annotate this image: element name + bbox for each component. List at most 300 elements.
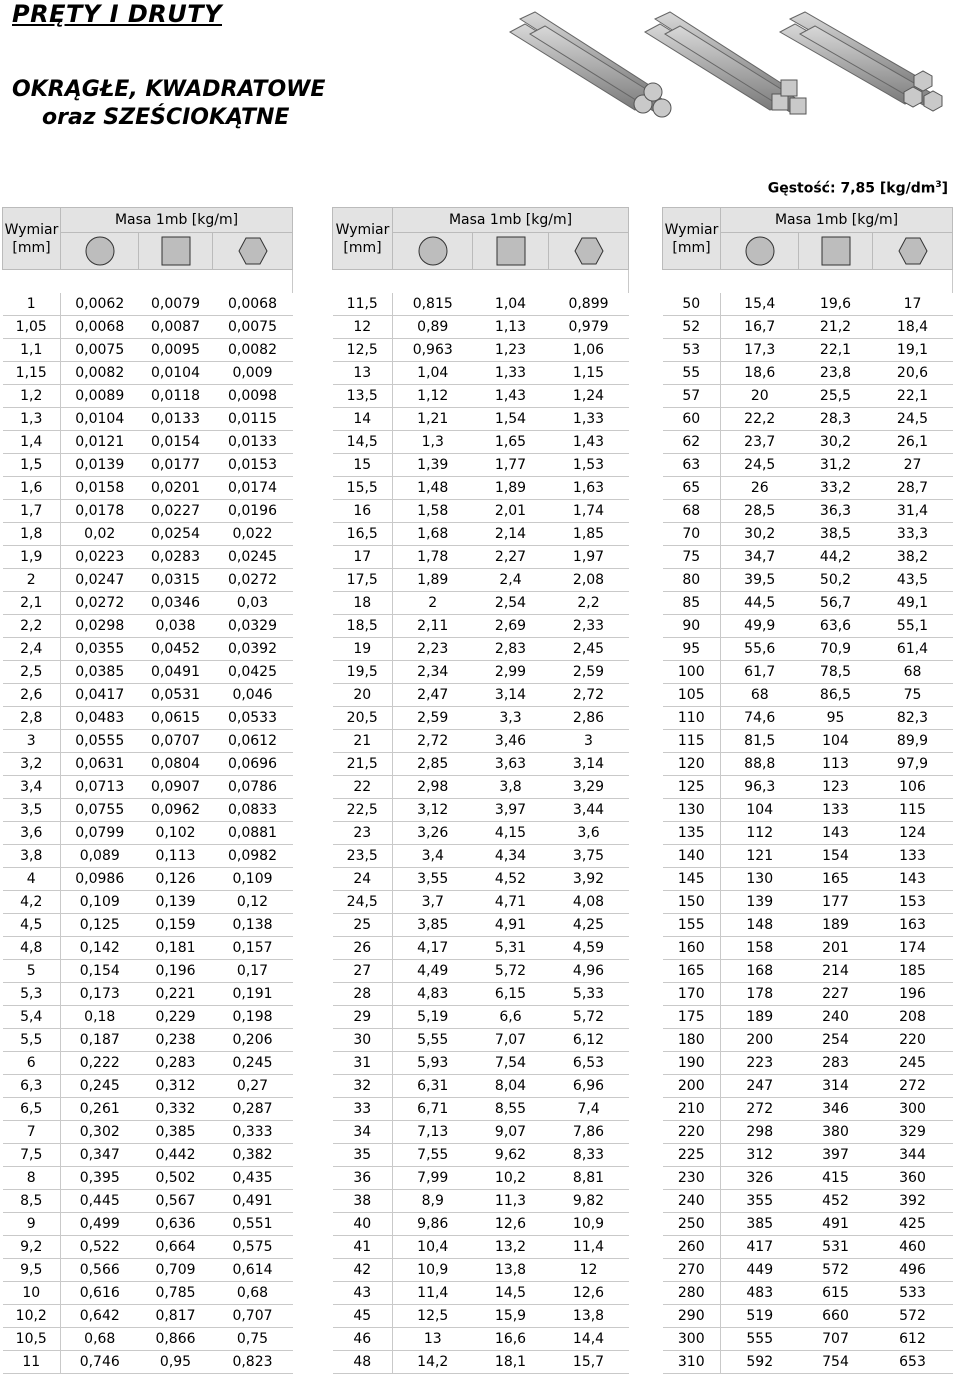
table-row bbox=[333, 891, 629, 914]
size-cell: 21 bbox=[333, 730, 393, 753]
mass-cell: 0,0068 bbox=[61, 316, 139, 339]
mass-cell: 19,6 bbox=[799, 293, 873, 316]
mass-cell: 0,75 bbox=[213, 1328, 293, 1351]
mass-cell: 50,2 bbox=[799, 569, 873, 592]
size-cell: 80 bbox=[663, 569, 721, 592]
table-row bbox=[663, 477, 953, 500]
mass-cell: 312 bbox=[721, 1144, 799, 1167]
square-bars-icon bbox=[645, 12, 806, 114]
mass-cell: 397 bbox=[799, 1144, 873, 1167]
mass-cell: 4,52 bbox=[473, 868, 549, 891]
size-cell: 36 bbox=[333, 1167, 393, 1190]
size-cell: 57 bbox=[663, 385, 721, 408]
table-row bbox=[663, 592, 953, 615]
mass-cell: 0,0227 bbox=[139, 500, 213, 523]
size-cell: 85 bbox=[663, 592, 721, 615]
mass-cell: 0,27 bbox=[213, 1075, 293, 1098]
size-cell: 3,2 bbox=[3, 753, 61, 776]
mass-cell: 2,27 bbox=[473, 546, 549, 569]
mass-cell: 9,82 bbox=[549, 1190, 629, 1213]
mass-cell: 68 bbox=[721, 684, 799, 707]
page-title: PRĘTY I DRUTY bbox=[12, 0, 222, 28]
size-cell: 75 bbox=[663, 546, 721, 569]
size-cell: 33 bbox=[333, 1098, 393, 1121]
mass-cell: 385 bbox=[721, 1213, 799, 1236]
table-row bbox=[3, 730, 293, 753]
mass-cell: 4,08 bbox=[549, 891, 629, 914]
mass-cell: 0,385 bbox=[139, 1121, 213, 1144]
mass-cell: 0,0201 bbox=[139, 477, 213, 500]
table-row bbox=[3, 1305, 293, 1328]
size-cell: 180 bbox=[663, 1029, 721, 1052]
mass-cell: 1,12 bbox=[393, 385, 473, 408]
size-cell: 120 bbox=[663, 753, 721, 776]
mass-cell: 4,25 bbox=[549, 914, 629, 937]
table-row bbox=[663, 500, 953, 523]
mass-cell: 5,31 bbox=[473, 937, 549, 960]
size-header: Wymiar [mm] bbox=[333, 208, 393, 270]
mass-header: Masa 1mb [kg/m] bbox=[61, 208, 293, 233]
mass-cell: 12,6 bbox=[473, 1213, 549, 1236]
size-cell: 10,2 bbox=[3, 1305, 61, 1328]
size-cell: 115 bbox=[663, 730, 721, 753]
size-cell: 3,8 bbox=[3, 845, 61, 868]
hexagon-icon bbox=[238, 236, 268, 266]
mass-cell: 3,14 bbox=[473, 684, 549, 707]
mass-cell: 615 bbox=[799, 1282, 873, 1305]
mass-cell: 0,0247 bbox=[61, 569, 139, 592]
mass-cell: 4,71 bbox=[473, 891, 549, 914]
mass-cell: 0,0315 bbox=[139, 569, 213, 592]
size-cell: 13 bbox=[333, 362, 393, 385]
mass-cell: 3,75 bbox=[549, 845, 629, 868]
mass-cell: 2,34 bbox=[393, 661, 473, 684]
size-cell: 7,5 bbox=[3, 1144, 61, 1167]
mass-cell: 2,45 bbox=[549, 638, 629, 661]
mass-cell: 240 bbox=[799, 1006, 873, 1029]
mass-cell: 1,54 bbox=[473, 408, 549, 431]
table-row bbox=[663, 1167, 953, 1190]
table-row bbox=[333, 822, 629, 845]
size-cell: 2,6 bbox=[3, 684, 61, 707]
size-cell: 26 bbox=[333, 937, 393, 960]
mass-cell: 0,02 bbox=[61, 523, 139, 546]
table-row bbox=[3, 1098, 293, 1121]
size-cell: 175 bbox=[663, 1006, 721, 1029]
mass-cell: 0,502 bbox=[139, 1167, 213, 1190]
mass-cell: 519 bbox=[721, 1305, 799, 1328]
mass-cell: 0,68 bbox=[213, 1282, 293, 1305]
table-row bbox=[333, 1236, 629, 1259]
size-cell: 310 bbox=[663, 1351, 721, 1374]
size-cell: 42 bbox=[333, 1259, 393, 1282]
size-cell: 8,5 bbox=[3, 1190, 61, 1213]
table-row bbox=[333, 477, 629, 500]
mass-cell: 0,312 bbox=[139, 1075, 213, 1098]
mass-cell: 0,125 bbox=[61, 914, 139, 937]
mass-cell: 18,1 bbox=[473, 1351, 549, 1374]
size-cell: 170 bbox=[663, 983, 721, 1006]
table-row bbox=[663, 960, 953, 983]
table-row bbox=[663, 707, 953, 730]
mass-cell: 6,12 bbox=[549, 1029, 629, 1052]
mass-cell: 1,85 bbox=[549, 523, 629, 546]
mass-cell: 0,109 bbox=[213, 868, 293, 891]
size-cell: 18 bbox=[333, 592, 393, 615]
table-row bbox=[3, 891, 293, 914]
mass-cell: 0,0804 bbox=[139, 753, 213, 776]
mass-cell: 28,5 bbox=[721, 500, 799, 523]
mass-cell: 0,817 bbox=[139, 1305, 213, 1328]
mass-cell: 56,7 bbox=[799, 592, 873, 615]
mass-cell: 425 bbox=[873, 1213, 953, 1236]
table-row bbox=[333, 1075, 629, 1098]
mass-cell: 0,347 bbox=[61, 1144, 139, 1167]
table-row bbox=[333, 776, 629, 799]
mass-header: Masa 1mb [kg/m] bbox=[721, 208, 953, 233]
size-cell: 6,5 bbox=[3, 1098, 61, 1121]
size-cell: 62 bbox=[663, 431, 721, 454]
mass-cell: 0,614 bbox=[213, 1259, 293, 1282]
mass-cell: 7,07 bbox=[473, 1029, 549, 1052]
mass-cell: 6,15 bbox=[473, 983, 549, 1006]
mass-cell: 8,81 bbox=[549, 1167, 629, 1190]
table-row bbox=[3, 1190, 293, 1213]
mass-cell: 0,0533 bbox=[213, 707, 293, 730]
table-row bbox=[3, 845, 293, 868]
table-row bbox=[663, 339, 953, 362]
mass-cell: 0,0154 bbox=[139, 431, 213, 454]
mass-cell: 3,3 bbox=[473, 707, 549, 730]
mass-cell: 344 bbox=[873, 1144, 953, 1167]
mass-cell: 612 bbox=[873, 1328, 953, 1351]
table-row bbox=[663, 638, 953, 661]
mass-cell: 70,9 bbox=[799, 638, 873, 661]
size-cell: 2,8 bbox=[3, 707, 61, 730]
size-cell: 8 bbox=[3, 1167, 61, 1190]
mass-cell: 174 bbox=[873, 937, 953, 960]
mass-cell: 0,181 bbox=[139, 937, 213, 960]
size-cell: 15 bbox=[333, 454, 393, 477]
mass-cell: 3,92 bbox=[549, 868, 629, 891]
mass-cell: 97,9 bbox=[873, 753, 953, 776]
mass-cell: 20 bbox=[721, 385, 799, 408]
mass-cell: 15,9 bbox=[473, 1305, 549, 1328]
mass-cell: 139 bbox=[721, 891, 799, 914]
table-row bbox=[333, 799, 629, 822]
mass-cell: 0,245 bbox=[61, 1075, 139, 1098]
mass-cell: 112 bbox=[721, 822, 799, 845]
mass-cell: 360 bbox=[873, 1167, 953, 1190]
table-row bbox=[3, 1351, 293, 1374]
mass-cell: 2,23 bbox=[393, 638, 473, 661]
mass-header: Masa 1mb [kg/m] bbox=[393, 208, 629, 233]
mass-cell: 2,59 bbox=[549, 661, 629, 684]
mass-cell: 7,99 bbox=[393, 1167, 473, 1190]
mass-cell: 1,53 bbox=[549, 454, 629, 477]
mass-cell: 346 bbox=[799, 1098, 873, 1121]
mass-cell: 17,3 bbox=[721, 339, 799, 362]
table-row bbox=[663, 1029, 953, 1052]
table-row bbox=[663, 1098, 953, 1121]
mass-cell: 4,49 bbox=[393, 960, 473, 983]
size-cell: 270 bbox=[663, 1259, 721, 1282]
mass-cell: 0,0881 bbox=[213, 822, 293, 845]
size-cell: 4,8 bbox=[3, 937, 61, 960]
mass-cell: 3,63 bbox=[473, 753, 549, 776]
mass-cell: 0,0555 bbox=[61, 730, 139, 753]
mass-cell: 0,0087 bbox=[139, 316, 213, 339]
mass-cell: 0,979 bbox=[549, 316, 629, 339]
mass-cell: 3,29 bbox=[549, 776, 629, 799]
mass-cell: 4,91 bbox=[473, 914, 549, 937]
mass-cell: 2,69 bbox=[473, 615, 549, 638]
size-cell: 1,05 bbox=[3, 316, 61, 339]
mass-cell: 133 bbox=[799, 799, 873, 822]
table-row bbox=[3, 661, 293, 684]
size-cell: 10 bbox=[3, 1282, 61, 1305]
size-cell: 16 bbox=[333, 500, 393, 523]
size-cell: 13,5 bbox=[333, 385, 393, 408]
mass-cell: 26,1 bbox=[873, 431, 953, 454]
size-cell: 27 bbox=[333, 960, 393, 983]
mass-cell: 38,2 bbox=[873, 546, 953, 569]
mass-cell: 0,0089 bbox=[61, 385, 139, 408]
mass-cell: 1,06 bbox=[549, 339, 629, 362]
table-row bbox=[333, 569, 629, 592]
weight-table-2 bbox=[332, 207, 629, 1374]
mass-cell: 4,83 bbox=[393, 983, 473, 1006]
table-row bbox=[663, 431, 953, 454]
table-row bbox=[3, 1052, 293, 1075]
mass-cell: 1,63 bbox=[549, 477, 629, 500]
table-row bbox=[333, 316, 629, 339]
round-bars-icon bbox=[510, 12, 671, 117]
mass-cell: 0,0346 bbox=[139, 592, 213, 615]
table-row bbox=[663, 1351, 953, 1374]
size-cell: 100 bbox=[663, 661, 721, 684]
size-cell: 31 bbox=[333, 1052, 393, 1075]
mass-cell: 28,3 bbox=[799, 408, 873, 431]
mass-cell: 177 bbox=[799, 891, 873, 914]
mass-cell: 0,0082 bbox=[213, 339, 293, 362]
mass-cell: 300 bbox=[873, 1098, 953, 1121]
mass-cell: 153 bbox=[873, 891, 953, 914]
mass-cell: 3,14 bbox=[549, 753, 629, 776]
mass-cell: 0,616 bbox=[61, 1282, 139, 1305]
mass-cell: 18,6 bbox=[721, 362, 799, 385]
mass-cell: 0,0392 bbox=[213, 638, 293, 661]
mass-cell: 2,86 bbox=[549, 707, 629, 730]
size-cell: 5,4 bbox=[3, 1006, 61, 1029]
size-cell: 41 bbox=[333, 1236, 393, 1259]
size-cell: 53 bbox=[663, 339, 721, 362]
table-row bbox=[3, 868, 293, 891]
mass-cell: 0,089 bbox=[61, 845, 139, 868]
size-cell: 1,15 bbox=[3, 362, 61, 385]
mass-cell: 0,0329 bbox=[213, 615, 293, 638]
mass-cell: 0,0158 bbox=[61, 477, 139, 500]
mass-cell: 196 bbox=[873, 983, 953, 1006]
mass-cell: 0,0272 bbox=[213, 569, 293, 592]
table-row bbox=[663, 1259, 953, 1282]
table-row bbox=[333, 1006, 629, 1029]
mass-cell: 0,261 bbox=[61, 1098, 139, 1121]
mass-cell: 17 bbox=[873, 293, 953, 316]
mass-cell: 0,0133 bbox=[139, 408, 213, 431]
mass-cell: 0,12 bbox=[213, 891, 293, 914]
table-row bbox=[3, 776, 293, 799]
mass-cell: 460 bbox=[873, 1236, 953, 1259]
mass-cell: 113 bbox=[799, 753, 873, 776]
mass-cell: 168 bbox=[721, 960, 799, 983]
mass-cell: 0,0104 bbox=[139, 362, 213, 385]
mass-cell: 0,0245 bbox=[213, 546, 293, 569]
table-row bbox=[3, 1236, 293, 1259]
size-cell: 34 bbox=[333, 1121, 393, 1144]
table-row bbox=[333, 1029, 629, 1052]
table-row bbox=[3, 799, 293, 822]
size-cell: 3,4 bbox=[3, 776, 61, 799]
mass-cell: 49,9 bbox=[721, 615, 799, 638]
table-row bbox=[3, 638, 293, 661]
table-row bbox=[333, 431, 629, 454]
mass-cell: 0,815 bbox=[393, 293, 473, 316]
table-row bbox=[3, 477, 293, 500]
size-cell: 5 bbox=[3, 960, 61, 983]
mass-cell: 0,191 bbox=[213, 983, 293, 1006]
size-cell: 155 bbox=[663, 914, 721, 937]
table-row bbox=[333, 362, 629, 385]
mass-cell: 44,2 bbox=[799, 546, 873, 569]
table-row bbox=[3, 592, 293, 615]
hexagonal-bars-icon bbox=[780, 12, 942, 111]
mass-cell: 16,7 bbox=[721, 316, 799, 339]
table-row bbox=[663, 523, 953, 546]
mass-cell: 12,6 bbox=[549, 1282, 629, 1305]
square-icon bbox=[821, 236, 851, 266]
size-cell: 30 bbox=[333, 1029, 393, 1052]
table-row bbox=[663, 845, 953, 868]
mass-cell: 0,499 bbox=[61, 1213, 139, 1236]
table-row bbox=[663, 362, 953, 385]
size-cell: 300 bbox=[663, 1328, 721, 1351]
size-cell: 20,5 bbox=[333, 707, 393, 730]
mass-cell: 13,2 bbox=[473, 1236, 549, 1259]
mass-cell: 6,96 bbox=[549, 1075, 629, 1098]
table-row bbox=[3, 1213, 293, 1236]
table-row bbox=[333, 1098, 629, 1121]
mass-cell: 15,4 bbox=[721, 293, 799, 316]
mass-cell: 22,2 bbox=[721, 408, 799, 431]
mass-cell: 1,48 bbox=[393, 477, 473, 500]
table-row bbox=[333, 1213, 629, 1236]
mass-cell: 0,0098 bbox=[213, 385, 293, 408]
mass-cell: 1,15 bbox=[549, 362, 629, 385]
table-row bbox=[3, 293, 293, 316]
mass-cell: 0,707 bbox=[213, 1305, 293, 1328]
table-row bbox=[3, 362, 293, 385]
mass-cell: 0,0062 bbox=[61, 293, 139, 316]
mass-cell: 81,5 bbox=[721, 730, 799, 753]
mass-cell: 1,65 bbox=[473, 431, 549, 454]
table-row bbox=[333, 293, 629, 316]
mass-cell: 4,96 bbox=[549, 960, 629, 983]
size-cell: 3,5 bbox=[3, 799, 61, 822]
mass-cell: 0,0417 bbox=[61, 684, 139, 707]
mass-cell: 0,173 bbox=[61, 983, 139, 1006]
square-icon bbox=[496, 236, 526, 266]
size-cell: 12 bbox=[333, 316, 393, 339]
table-row bbox=[333, 937, 629, 960]
mass-cell: 0,18 bbox=[61, 1006, 139, 1029]
mass-cell: 0,038 bbox=[139, 615, 213, 638]
mass-cell: 7,86 bbox=[549, 1121, 629, 1144]
mass-cell: 1,89 bbox=[473, 477, 549, 500]
mass-cell: 0,287 bbox=[213, 1098, 293, 1121]
mass-cell: 12 bbox=[549, 1259, 629, 1282]
mass-cell: 0,109 bbox=[61, 891, 139, 914]
weight-table-1 bbox=[2, 207, 293, 1374]
mass-cell: 0,0115 bbox=[213, 408, 293, 431]
circle-icon bbox=[745, 236, 775, 266]
mass-cell: 0,0483 bbox=[61, 707, 139, 730]
mass-cell: 39,5 bbox=[721, 569, 799, 592]
mass-cell: 1,04 bbox=[473, 293, 549, 316]
mass-cell: 88,8 bbox=[721, 753, 799, 776]
mass-cell: 163 bbox=[873, 914, 953, 937]
mass-cell: 13,8 bbox=[549, 1305, 629, 1328]
mass-cell: 3,97 bbox=[473, 799, 549, 822]
size-header: Wymiar [mm] bbox=[3, 208, 61, 270]
mass-cell: 15,7 bbox=[549, 1351, 629, 1374]
mass-cell: 2,83 bbox=[473, 638, 549, 661]
size-cell: 11 bbox=[3, 1351, 61, 1374]
mass-cell: 12,5 bbox=[393, 1305, 473, 1328]
table-row bbox=[333, 983, 629, 1006]
table-row bbox=[333, 1351, 629, 1374]
shape-header bbox=[721, 233, 799, 270]
table-row bbox=[3, 707, 293, 730]
mass-cell: 314 bbox=[799, 1075, 873, 1098]
mass-cell: 22,1 bbox=[873, 385, 953, 408]
mass-cell: 0,0713 bbox=[61, 776, 139, 799]
mass-cell: 4,34 bbox=[473, 845, 549, 868]
mass-cell: 165 bbox=[799, 868, 873, 891]
table-row bbox=[663, 1144, 953, 1167]
size-cell: 1,5 bbox=[3, 454, 61, 477]
table-row bbox=[3, 684, 293, 707]
size-cell: 25 bbox=[333, 914, 393, 937]
size-cell: 2 bbox=[3, 569, 61, 592]
subtitle-line-2: oraz SZEŚCIOKĄTNE bbox=[42, 105, 290, 130]
size-cell: 21,5 bbox=[333, 753, 393, 776]
mass-cell: 6,6 bbox=[473, 1006, 549, 1029]
mass-cell: 22,1 bbox=[799, 339, 873, 362]
mass-cell: 16,6 bbox=[473, 1328, 549, 1351]
mass-cell: 0,17 bbox=[213, 960, 293, 983]
size-cell: 1,2 bbox=[3, 385, 61, 408]
mass-cell: 23,7 bbox=[721, 431, 799, 454]
mass-cell: 0,566 bbox=[61, 1259, 139, 1282]
mass-cell: 660 bbox=[799, 1305, 873, 1328]
mass-cell: 0,022 bbox=[213, 523, 293, 546]
size-cell: 9,2 bbox=[3, 1236, 61, 1259]
square-icon bbox=[161, 236, 191, 266]
mass-cell: 1,33 bbox=[473, 362, 549, 385]
table-row bbox=[333, 546, 629, 569]
mass-cell: 0,866 bbox=[139, 1328, 213, 1351]
